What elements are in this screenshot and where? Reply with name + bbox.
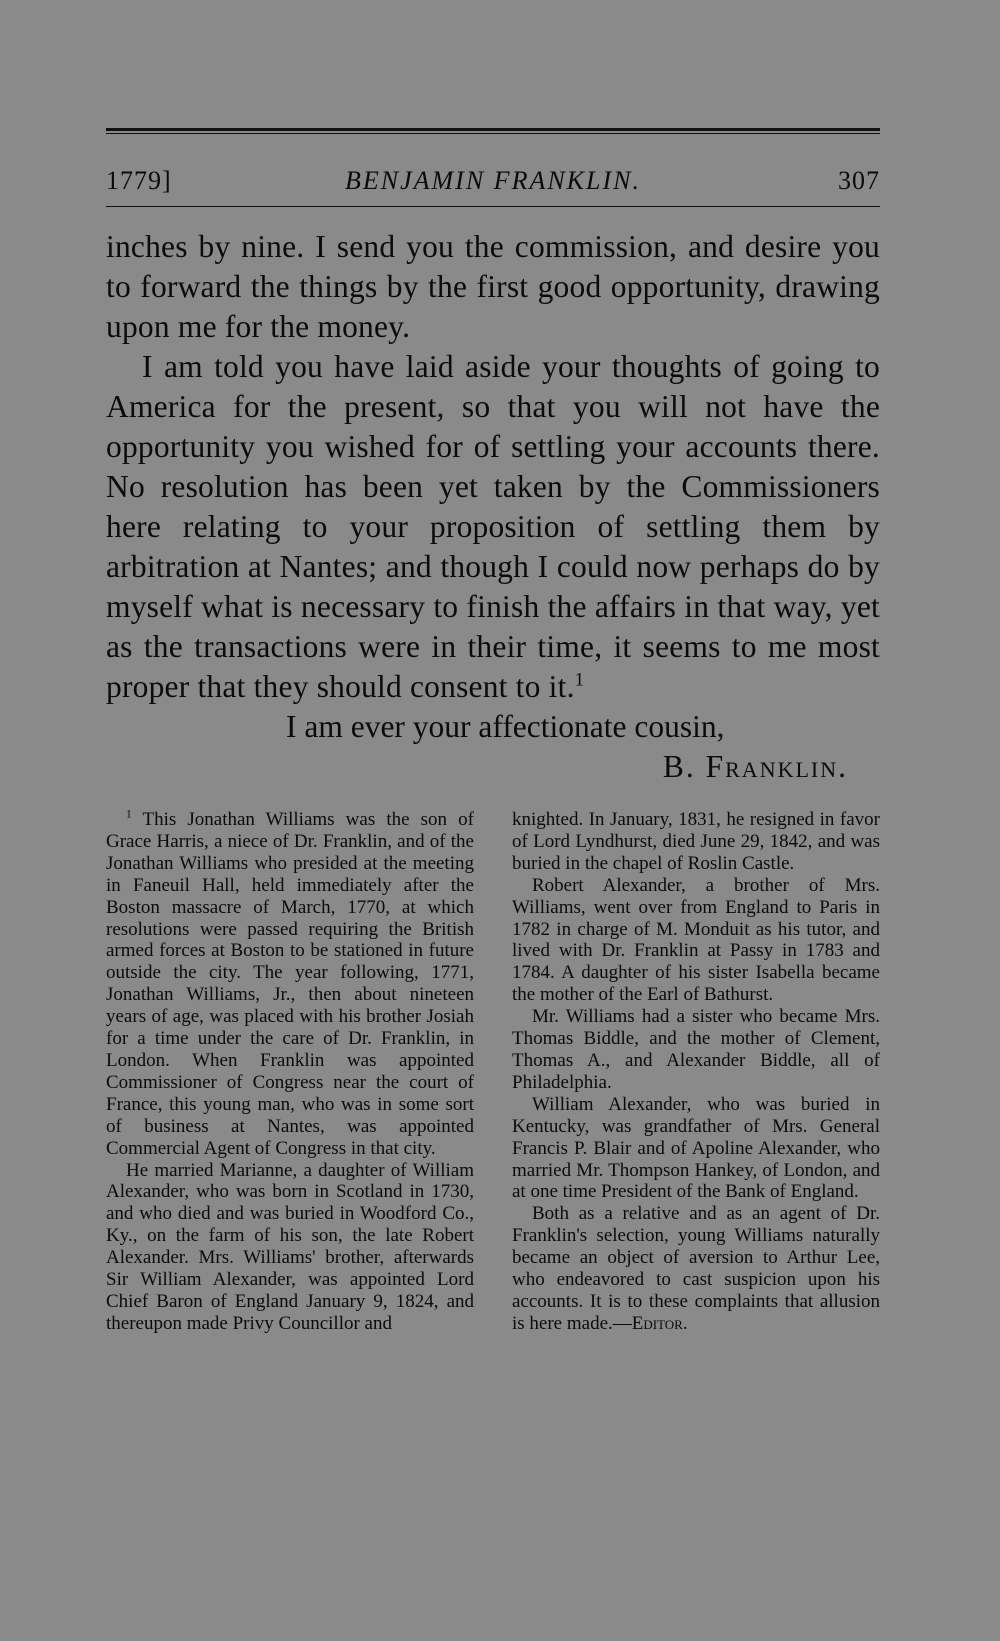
footnote-paragraph: William Alexander, who was buried in Kentucky, was grandfather of Mrs. General Francis P. Blair and of Apoline Alexander, who married Mr. Thompson Hankey, of London, and at one time President of the Bank of England.	[512, 1093, 880, 1203]
letter-body	[106, 227, 880, 707]
book-page	[106, 128, 880, 1335]
footnote-reference: 1	[574, 669, 585, 691]
footnote-text: This Jonathan Williams was the son of Grace Harris, a niece of Dr. Franklin, and of the Jonathan Williams who presided at the meeting in Faneuil Hall, held immediately after the Boston massacre of March, 1770, at which resolutions were passed requiring the British armed forces at Boston to be stationed in future outside the city. The year following, 1771, Jonathan Williams, Jr., then about nineteen years of age, was placed with his brother Josiah for a time under the care of Dr. Franklin, in London. When Franklin was appointed Commissioner of Congress near the court of France, this young man, who was in some sort of business at Nantes, was appointed Commercial Agent of Congress in that city.	[106, 809, 474, 1159]
footnote-marker: 1	[126, 808, 132, 821]
footnote-paragraph: He married Marianne, a daughter of William Alexander, who was born in Scotland in 1730, and who died and was buried in Woodford Co., Ky., on the farm of his son, the late Robert Alexander. Mrs. Williams' brother, afterwards Sir William Alexander, was appointed Lord Chief Baron of England January 9, 1824, and thereupon made Privy Councillor and	[106, 1159, 474, 1334]
footnote-paragraph	[106, 809, 474, 1160]
editor-signature: Editor.	[631, 1312, 688, 1334]
page-number: 307	[838, 166, 880, 195]
footnote-column-right	[512, 809, 880, 1335]
footnote-paragraph: knighted. In January, 1831, he resigned in favor of Lord Lyndhurst, died June 29, 1842, and was buried in the chapel of Roslin Castle.	[512, 809, 880, 874]
letter-closing: I am ever your affectionate cousin,	[286, 709, 725, 744]
footnote-column-left	[106, 809, 474, 1335]
running-head-title: BENJAMIN FRANKLIN.	[345, 166, 641, 195]
letter-paragraph-2-text: I am told you have laid aside your thoughts of going to America for the present, so that you will not have the opportunity you wished for of settling your accounts there. No resolution has been yet taken by the Commissioners here relating to your proposition of settling them by arbitration at Nantes; and though I could now perhaps do by myself what is necessary to finish the affairs in that way, yet as the transactions were in their time, it seems to me most proper that they should consent to it.	[106, 349, 880, 704]
top-rule	[106, 128, 880, 131]
top-rule-thin	[106, 133, 880, 134]
running-head	[106, 166, 880, 214]
letter-paragraph-1: inches by nine. I send you the commission, and desire you to forward the things by the first good opportunity, drawing upon me for the money.	[106, 229, 880, 344]
running-head-year: 1779]	[106, 166, 172, 195]
footnote-paragraph: Robert Alexander, a brother of Mrs. Williams, went over from England to Paris in 1782 in charge of M. Monduit as his tutor, and lived with Dr. Franklin at Passy in 1783 and 1784. A daughter of his sister Isabella became the mother of the Earl of Bathurst.	[512, 874, 880, 1006]
letter-paragraph-2	[106, 347, 880, 707]
letter-signature	[106, 747, 880, 787]
footnotes	[106, 809, 880, 1335]
footnote-paragraph	[512, 1203, 880, 1334]
signature-initial: B.	[662, 749, 696, 784]
signature-name: Franklin.	[705, 749, 848, 784]
footnote-paragraph: Mr. Williams had a sister who became Mrs. Thomas Biddle, and the mother of Clement, Thomas A., and Alexander Biddle, all of Philadelphia.	[512, 1006, 880, 1093]
footnote-text: Both as a relative and as an agent of Dr. Franklin's selection, young Williams naturally became an object of aversion to Arthur Lee, who endeavored to cast suspicion upon his accounts. It is to these complaints that allusion is here made.—	[512, 1203, 880, 1334]
